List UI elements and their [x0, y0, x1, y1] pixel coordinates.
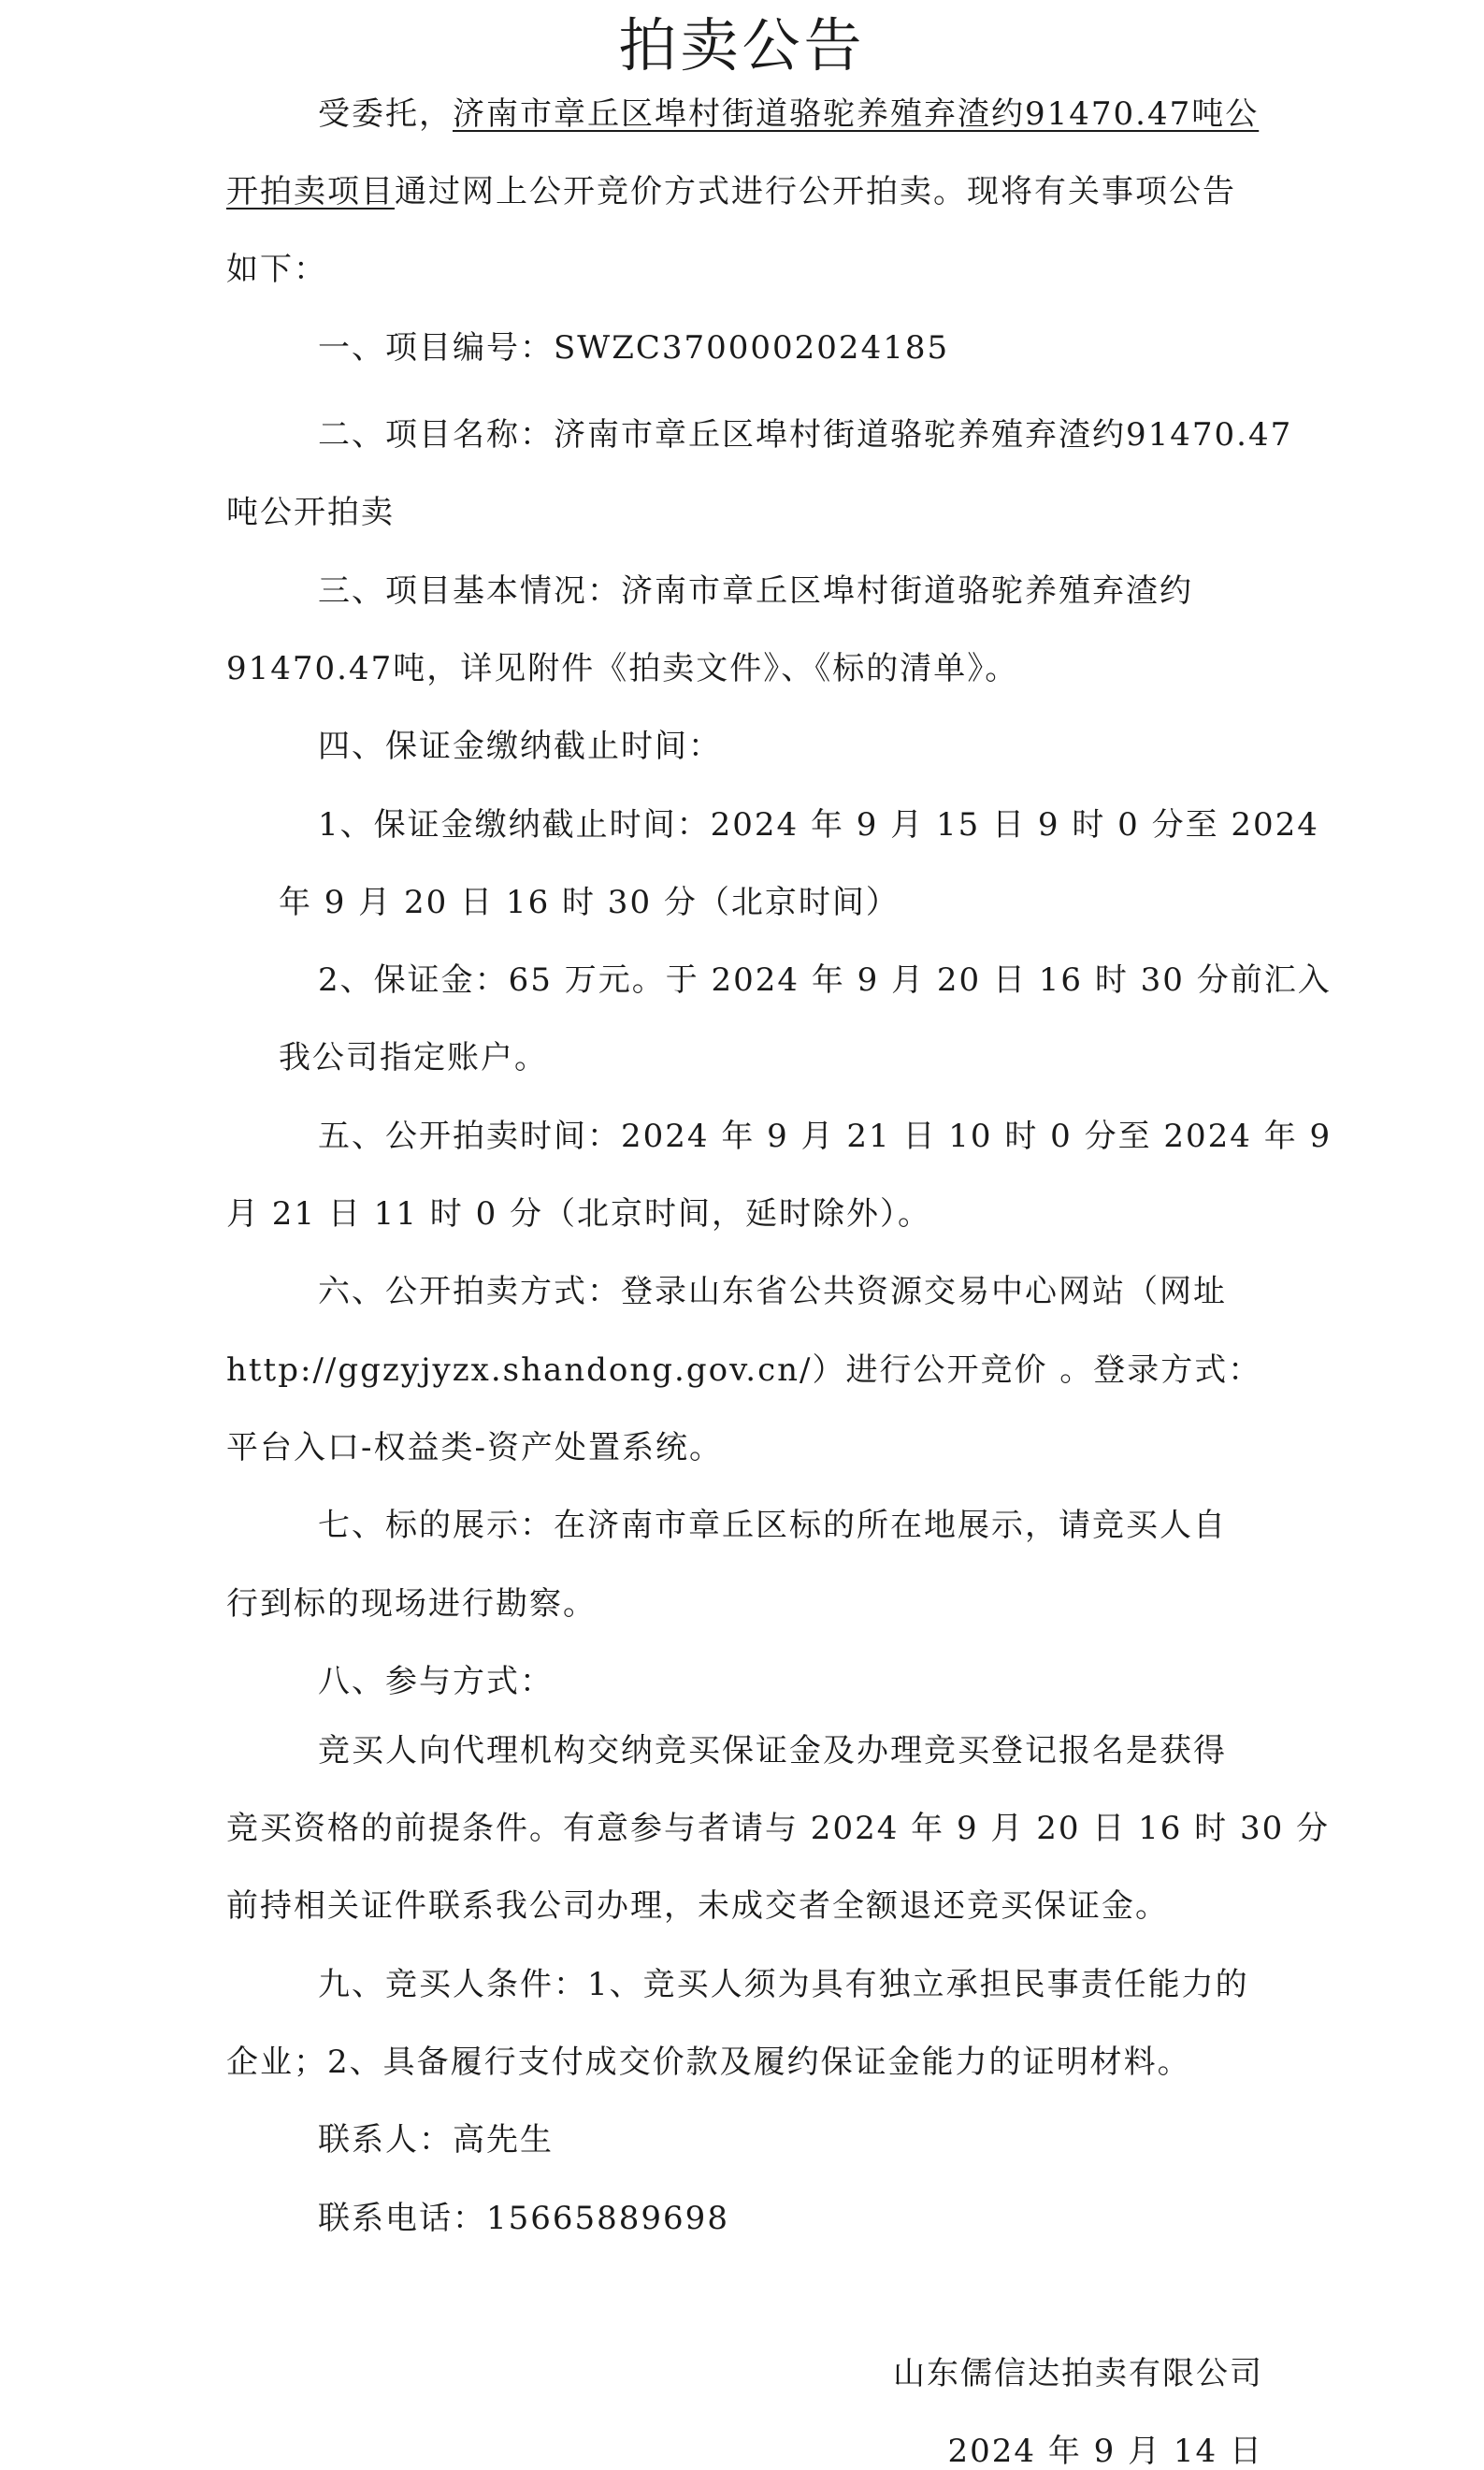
signature-date: 2024 年 9 月 14 日	[947, 2433, 1263, 2470]
item-deposit-amount-line-2: 我公司指定账户。	[279, 1039, 548, 1076]
item-auction-method-line-2: http://ggzyjyzx.shandong.gov.cn/）进行公开竞价 。登录方式：	[226, 1351, 1262, 1389]
item-basic-info-line-1: 三、项目基本情况：济南市章丘区埠村街道骆驼养殖弃渣约	[318, 572, 1193, 610]
contact-phone: 联系电话：15665889698	[318, 2200, 729, 2237]
item-auction-time-line-1: 五、公开拍卖时间：2024 年 9 月 21 日 10 时 0 分至 2024 年 9	[318, 1118, 1333, 1155]
intro-rest: 通过网上公开竞价方式进行公开拍卖。现将有关事项公告	[395, 173, 1236, 210]
intro-project-name-part1: 济南市章丘区埠村街道骆驼养殖弃渣约91470.47吨公	[453, 95, 1260, 133]
item-participation-heading: 八、参与方式：	[318, 1663, 554, 1700]
item-participation-body-line-3: 前持相关证件联系我公司办理，未成交者全额退还竞买保证金。	[226, 1887, 1169, 1925]
contact-person: 联系人：高先生	[318, 2121, 554, 2159]
intro-line-3: 如下：	[226, 251, 327, 288]
intro-project-name-part2: 开拍卖项目	[226, 173, 395, 210]
signature-company: 山东儒信达拍卖有限公司	[893, 2355, 1263, 2392]
intro-lead: 受委托，	[318, 95, 453, 133]
item-bidder-conditions-line-1: 九、竞买人条件：1、竞买人须为具有独立承担民事责任能力的	[318, 1966, 1249, 2003]
item-participation-body-line-2: 竞买资格的前提条件。有意参与者请与 2024 年 9 月 20 日 16 时 30 分	[226, 1810, 1331, 1847]
item-basic-info-line-2: 91470.47吨，详见附件《拍卖文件》、《标的清单》。	[226, 650, 1019, 687]
item-bidder-conditions-line-2: 企业；2、具备履行支付成交价款及履约保证金能力的证明材料。	[226, 2044, 1191, 2081]
item-deposit-deadline-heading: 四、保证金缴纳截止时间：	[318, 728, 722, 765]
item-deposit-deadline-sub1-line-1: 1、保证金缴纳截止时间：2024 年 9 月 15 日 9 时 0 分至 2024	[318, 806, 1319, 844]
item-display-line-1: 七、标的展示：在济南市章丘区标的所在地展示，请竞买人自	[318, 1507, 1227, 1544]
item-deposit-deadline-sub1-line-2: 年 9 月 20 日 16 时 30 分（北京时间）	[279, 884, 900, 921]
item-project-name-line-1: 二、项目名称：济南市章丘区埠村街道骆驼养殖弃渣约91470.47	[318, 416, 1293, 454]
item-auction-method-line-1: 六、公开拍卖方式：登录山东省公共资源交易中心网站（网址	[318, 1273, 1227, 1310]
item-auction-method-line-3: 平台入口-权益类-资产处置系统。	[226, 1429, 723, 1466]
item-display-line-2: 行到标的现场进行勘察。	[226, 1585, 597, 1623]
item-deposit-amount-line-1: 2、保证金：65 万元。于 2024 年 9 月 20 日 16 时 30 分前汇入	[318, 961, 1332, 999]
intro-line-1	[318, 95, 1259, 133]
item-participation-body-line-1: 竞买人向代理机构交纳竞买保证金及办理竞买登记报名是获得	[318, 1732, 1227, 1769]
item-project-number: 一、项目编号：SWZC3700002024185	[318, 329, 950, 367]
item-project-name-line-2: 吨公开拍卖	[226, 494, 395, 531]
intro-line-2	[226, 173, 1236, 210]
item-auction-time-line-2: 月 21 日 11 时 0 分（北京时间，延时除外）。	[226, 1195, 932, 1233]
document-title: 拍卖公告	[618, 11, 866, 79]
